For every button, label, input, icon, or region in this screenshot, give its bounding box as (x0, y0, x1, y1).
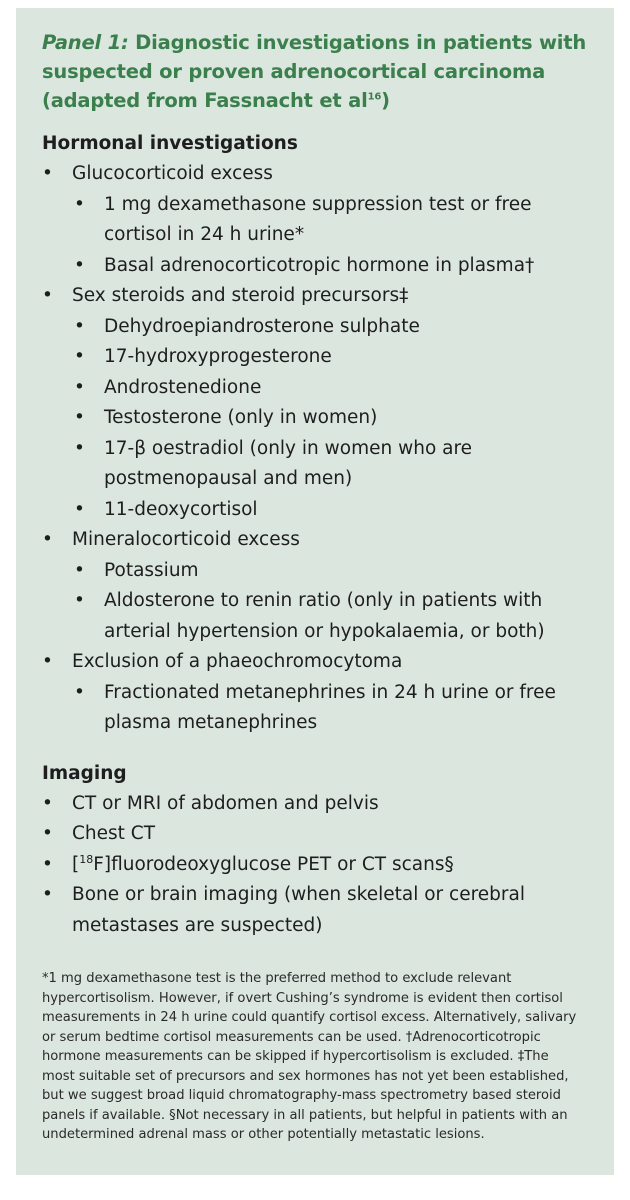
list-item-pet (42, 850, 588, 881)
hormonal-group (42, 159, 588, 281)
pet-prefix: [ (72, 853, 80, 875)
group-label: Mineralocorticoid excess (72, 529, 300, 550)
diagnostic-panel (16, 8, 614, 1175)
hormonal-group (42, 647, 588, 739)
hormonal-list (42, 159, 588, 739)
imaging-heading: Imaging (42, 762, 127, 784)
list-item: • Chest CT (42, 819, 588, 850)
list-item: • Potassium (72, 556, 588, 587)
list-item: • 1 mg dexamethasone suppression test or free cortisol in 24 h urine* (72, 190, 588, 251)
panel-label: Panel 1: (42, 31, 129, 54)
list-item: • Dehydroepiandrosterone sulphate (72, 312, 588, 343)
list-item: • 11-deoxycortisol (72, 495, 588, 526)
pet-isotope-superscript: 18 (79, 852, 94, 866)
list-item: • Basal adrenocorticotropic hormone in plasma† (72, 251, 588, 282)
group-items (72, 556, 588, 648)
group-label: Exclusion of a phaeochromocytoma (72, 651, 403, 672)
list-item: • CT or MRI of abdomen and pelvis (42, 789, 588, 820)
panel-title-close: ) (381, 89, 390, 112)
group-items (72, 678, 588, 739)
group-label: Glucocorticoid excess (72, 163, 273, 184)
group-items (72, 190, 588, 282)
list-item: • Fractionated metanephrines in 24 h urine or free plasma metanephrines (72, 678, 588, 739)
hormonal-heading: Hormonal investigations (42, 133, 298, 154)
list-item: • 17-hydroxyprogesterone (72, 342, 588, 373)
hormonal-group (42, 525, 588, 647)
group-items (72, 312, 588, 526)
panel-title (42, 28, 588, 115)
imaging-list (42, 789, 588, 942)
footnote: *1 mg dexamethasone test is the preferred method to exclude relevant hypercortisolism. However, if overt Cushing’s syndrome is evident then cortisol measurements in 24 h urine could quantify cortisol excess. Alternatively, salivary or serum bedtime cortisol measurements can be used. †Adrenocorticotropic hormone measurements can be skipped if hypercortisolism is excluded. ‡The most suitable set of precursors and sex hormones has not yet been established, but we suggest broad liquid chromatography-mass spectrometry based steroid panels if available. §Not necessary in all patients, but helpful in patients with an undetermined adrenal mass or other potentially metastatic lesions. (42, 971, 577, 1142)
panel-title-text: Diagnostic investigations in patients with suspected or proven adrenocortical carcinoma (adapted from Fassnacht et al (42, 31, 587, 112)
list-item: • 17-β oestradiol (only in women who are postmenopausal and men) (72, 434, 588, 495)
list-item: • Bone or brain imaging (when skeletal or cerebral metastases are suspected) (42, 880, 588, 941)
list-item: • Testosterone (only in women) (72, 403, 588, 434)
hormonal-group (42, 281, 588, 525)
pet-text: F]fluorodeoxyglucose PET or CT scans§ (93, 853, 454, 875)
list-item: • Androstenedione (72, 373, 588, 404)
list-item: • Aldosterone to renin ratio (only in patients with arterial hypertension or hypokalaemia, or both) (72, 586, 588, 647)
panel-title-reference: 16 (367, 91, 382, 103)
group-label: Sex steroids and steroid precursors‡ (72, 285, 409, 306)
